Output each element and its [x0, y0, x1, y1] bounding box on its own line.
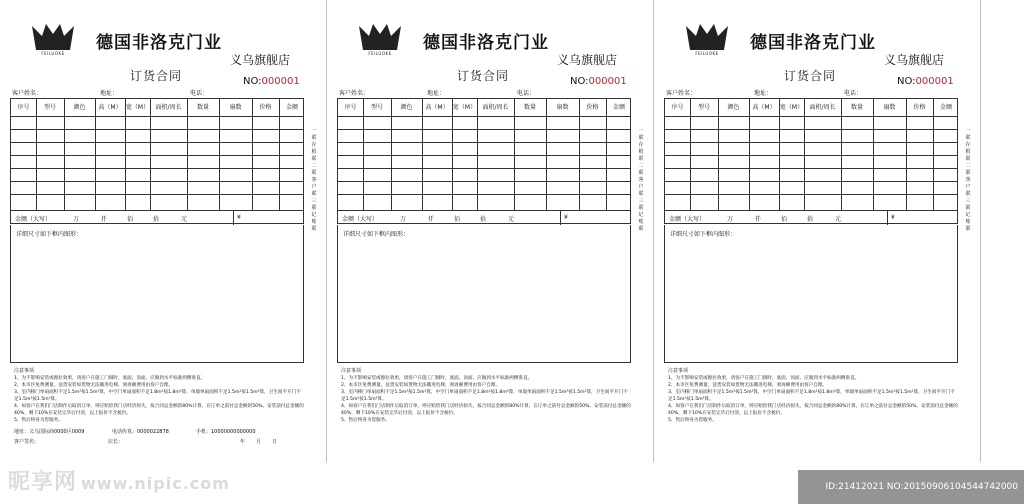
amount-yuan: 元: [508, 216, 515, 223]
row-divider: [665, 181, 957, 182]
note-item: 1、为不影响安装或擦拉效果，请客户在施工门洞时，底面、顶面、应做到水平标准两侧垂直。: [668, 376, 860, 381]
amount-bai: 佰: [127, 216, 134, 223]
column-header: 面积/周长: [809, 104, 836, 111]
order-table: [337, 98, 631, 224]
amount-divider: [887, 210, 888, 225]
note-item: 4、如客户在我们门店制作后取消订单，则应赔偿我门店经济损失，按合同总金额的80%计算，在订单之前付总金额的50%。安装前付总金额的40%，剩下10%在安装完毕后付清，以上报价不含税价。: [341, 404, 631, 416]
column-header: 颜色: [727, 104, 740, 111]
note-item: 2、本市区免费测量，送货安装如货物无法搬进电梯，须再额费用由客户自理。: [14, 383, 174, 388]
row-divider: [11, 168, 303, 169]
column-header: 价格: [259, 104, 272, 111]
row-divider: [665, 129, 957, 130]
amount-label: 金额（大写）: [15, 216, 52, 223]
amount-shi: 拾: [153, 216, 160, 223]
column-header: 型号: [370, 104, 383, 111]
contract-title: 订货合同: [130, 69, 183, 83]
copy-designation: 一联存根联二联客户联三联记账联: [965, 128, 971, 232]
footer-phone-fax: 电话传真：0000022878: [112, 429, 169, 435]
row-divider: [11, 142, 303, 143]
notes-section: [14, 368, 304, 424]
row-divider: [338, 116, 630, 117]
notes-title: 注意事项: [14, 368, 35, 374]
row-divider: [338, 168, 630, 169]
logo-brand-text: FEILUOKE: [41, 51, 65, 56]
column-header: 面积/周长: [155, 104, 182, 111]
footer-day: 日: [272, 439, 278, 445]
amount-qian: 仟: [755, 216, 762, 223]
note-item: 5、售后终身为您服务。: [668, 418, 717, 423]
logo-brand-text: FEILUOKE: [368, 51, 392, 56]
amount-row: [338, 211, 630, 225]
amount-wan: 万: [73, 216, 80, 223]
footer-manager: 店长：: [108, 439, 124, 445]
drawing-box: [337, 225, 631, 363]
note-item: 3、室内移门单扇面积不足1.5m²按1.5m²算，中空门单扇面积不足1.8m²按1.8m²算，单玻单扇面积不足1.5m²按1.5m²算，卫生间平开门不足1.5m²按1.5m²算。: [341, 390, 628, 402]
amount-label: 金额（大写）: [342, 216, 379, 223]
amount-yuan: 元: [835, 216, 842, 223]
phone-label: 电话：: [844, 90, 863, 97]
footer-signature: 客户签名：: [14, 439, 40, 445]
amount-shi: 拾: [807, 216, 814, 223]
column-header: 序号: [344, 104, 357, 111]
crown-logo-icon: [30, 22, 76, 52]
amount-wan: 万: [727, 216, 734, 223]
notes-title: 注意事项: [341, 368, 362, 374]
note-item: 3、室内移门单扇面积不足1.5m²按1.5m²算，中空门单扇面积不足1.8m²按1.8m²算，单玻单扇面积不足1.5m²按1.5m²算，卫生间平开门不足1.5m²按1.5m²算。: [668, 390, 955, 402]
contract-number-value: 000001: [915, 76, 954, 87]
amount-yen-sign: ¥: [891, 214, 895, 221]
company-name: 德国非洛克门业: [96, 33, 222, 53]
row-divider: [338, 155, 630, 156]
column-header: 颜色: [400, 104, 413, 111]
customer-name-label: 客户姓名：: [666, 90, 697, 97]
company-name: 德国非洛克门业: [750, 33, 876, 53]
drawing-label: 详细尺寸如下框内图形：: [16, 231, 83, 238]
row-divider: [665, 116, 957, 117]
amount-divider: [560, 210, 561, 225]
drawing-box: [10, 225, 304, 363]
drawing-box: [664, 225, 958, 363]
contract-title: 订货合同: [784, 69, 837, 83]
column-header: 扇数: [556, 104, 569, 111]
notes-title: 注意事项: [668, 368, 689, 374]
watermark-text: 昵享网: [8, 470, 78, 495]
contract-number-value: 000001: [261, 76, 300, 87]
drawing-label: 详细尺寸如下框内图形：: [670, 231, 737, 238]
amount-yuan: 元: [181, 216, 188, 223]
amount-wan: 万: [400, 216, 407, 223]
row-divider: [11, 181, 303, 182]
watermark-url: www.nipic.com: [81, 474, 230, 493]
column-header: 高（M）: [98, 104, 122, 111]
row-divider: [338, 194, 630, 195]
amount-bai: 佰: [454, 216, 461, 223]
contract-sheet: [654, 0, 981, 462]
contract-number: [897, 76, 954, 87]
contract-number-value: 000001: [588, 76, 627, 87]
store-name: 义乌旗舰店: [230, 53, 291, 67]
row-divider: [665, 194, 957, 195]
amount-label: 金额（大写）: [669, 216, 706, 223]
copy-designation: 一联存根联二联客户联三联记账联: [638, 128, 644, 232]
amount-divider: [233, 210, 234, 225]
note-item: 2、本市区免费测量，送货安装如货物无法搬进电梯，须再额费用由客户自理。: [668, 383, 828, 388]
contract-number-label: NO:: [570, 76, 589, 87]
image-id-bar: [798, 470, 1024, 504]
column-header: 数量: [196, 104, 209, 111]
row-divider: [338, 129, 630, 130]
footer-year: 年: [240, 439, 246, 445]
store-name: 义乌旗舰店: [884, 53, 945, 67]
customer-name-label: 客户姓名：: [12, 90, 43, 97]
column-header: 价格: [913, 104, 926, 111]
footer-month: 月: [256, 439, 262, 445]
contract-number: [570, 76, 627, 87]
column-header: 高（M）: [425, 104, 449, 111]
note-item: 4、如客户在我们门店制作后取消订单，则应赔偿我门店经济损失，按合同总金额的80%计算，在订单之前付总金额的50%。安装前付总金额的40%，剩下10%在安装完毕后付清，以上报价不含税价。: [14, 404, 304, 416]
footer-mobile: 手机：10000000000000: [196, 429, 256, 435]
amount-row: [11, 211, 303, 225]
amount-qian: 仟: [428, 216, 435, 223]
note-item: 2、本市区免费测量，送货安装如货物无法搬进电梯，须再额费用由客户自理。: [341, 383, 501, 388]
row-divider: [11, 155, 303, 156]
column-header: 金额: [285, 104, 298, 111]
notes-section: [341, 368, 631, 424]
note-item: 4、如客户在我们门店制作后取消订单，则应赔偿我门店经济损失，按合同总金额的80%计算，在订单之前付总金额的50%。安装前付总金额的40%，剩下10%在安装完毕后付清，以上报价不含税价。: [668, 404, 958, 416]
contract-sheet: [327, 0, 654, 462]
footer-address: 地址：义乌国际商0000区0009: [14, 429, 85, 435]
image-id-text: ID:21412021 NO:20150906104544742000: [825, 482, 1018, 492]
amount-bai: 佰: [781, 216, 788, 223]
column-header: 型号: [43, 104, 56, 111]
contract-sheet: [0, 0, 327, 462]
column-header: 数量: [523, 104, 536, 111]
row-divider: [665, 168, 957, 169]
crown-logo-icon: [684, 22, 730, 52]
column-header: 面积/周长: [482, 104, 509, 111]
row-divider: [11, 129, 303, 130]
column-header: 价格: [586, 104, 599, 111]
row-divider: [11, 116, 303, 117]
note-item: 1、为不影响安装或擦拉效果，请客户在施工门洞时，底面、顶面、应做到水平标准两侧垂直。: [341, 376, 533, 381]
contract-number: [243, 76, 300, 87]
logo-brand-text: FEILUOKE: [695, 51, 719, 56]
phone-label: 电话：: [517, 90, 536, 97]
row-divider: [665, 142, 957, 143]
customer-name-label: 客户姓名：: [339, 90, 370, 97]
row-divider: [665, 155, 957, 156]
contract-number-label: NO:: [243, 76, 262, 87]
note-item: 3、室内移门单扇面积不足1.5m²按1.5m²算，中空门单扇面积不足1.8m²按1.8m²算，单玻单扇面积不足1.5m²按1.5m²算，卫生间平开门不足1.5m²按1.5m²算。: [14, 390, 301, 402]
company-name: 德国非洛克门业: [423, 33, 549, 53]
notes-section: [668, 368, 958, 424]
amount-shi: 拾: [480, 216, 487, 223]
note-item: 1、为不影响安装或擦拉效果，请客户在施工门洞时，底面、顶面、应做到水平标准两侧垂直。: [14, 376, 206, 381]
site-watermark: [8, 465, 230, 496]
note-item: 5、售后终身为您服务。: [341, 418, 390, 423]
column-header: 金额: [939, 104, 952, 111]
address-label: 地址：: [754, 90, 773, 97]
column-header: 序号: [671, 104, 684, 111]
column-header: 颜色: [73, 104, 86, 111]
row-divider: [338, 181, 630, 182]
row-divider: [11, 194, 303, 195]
amount-yen-sign: ¥: [564, 214, 568, 221]
column-header: 数量: [850, 104, 863, 111]
order-table: [664, 98, 958, 224]
address-label: 地址：: [427, 90, 446, 97]
row-divider: [338, 142, 630, 143]
column-header: 宽（M）: [125, 104, 150, 111]
store-name: 义乌旗舰店: [557, 53, 618, 67]
amount-yen-sign: ¥: [237, 214, 241, 221]
drawing-label: 详细尺寸如下框内图形：: [343, 231, 410, 238]
column-header: 金额: [612, 104, 625, 111]
column-header: 型号: [697, 104, 710, 111]
column-header: 宽（M）: [779, 104, 804, 111]
column-header: 序号: [17, 104, 30, 111]
contract-title: 订货合同: [457, 69, 510, 83]
column-header: 扇数: [229, 104, 242, 111]
contract-number-label: NO:: [897, 76, 916, 87]
amount-row: [665, 211, 957, 225]
note-item: 5、售后终身为您服务。: [14, 418, 63, 423]
order-table: [10, 98, 304, 224]
copy-designation: 一联存根联二联客户联三联记账联: [311, 128, 317, 232]
phone-label: 电话：: [190, 90, 209, 97]
address-label: 地址：: [100, 90, 119, 97]
column-header: 高（M）: [752, 104, 776, 111]
crown-logo-icon: [357, 22, 403, 52]
column-header: 扇数: [883, 104, 896, 111]
amount-qian: 仟: [101, 216, 108, 223]
column-header: 宽（M）: [452, 104, 477, 111]
